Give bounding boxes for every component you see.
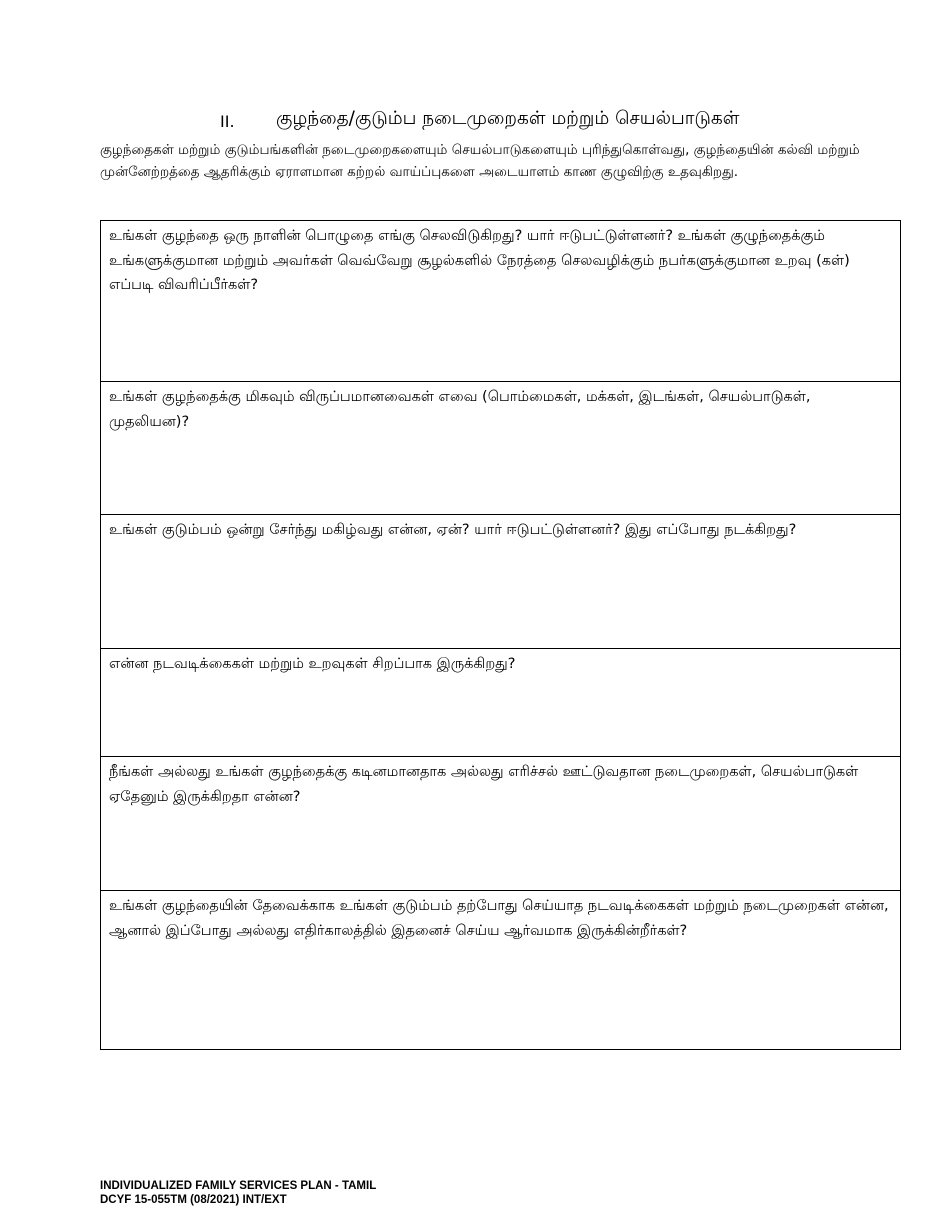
question-row	[101, 891, 901, 1050]
question-row	[101, 382, 901, 515]
question-text: என்ன நடவடிக்கைகள் மற்றும் உறவுகள் சிறப்பாக இருக்கிறது?	[109, 656, 516, 672]
question-row	[101, 221, 901, 382]
question-text: உங்கள் குழந்தை ஒரு நாளின் பொழுதை எங்கு செலவிடுகிறது? யார் ஈடுபட்டுள்ளனர்? உங்கள் குழுந்தைக்கும் உங்களுக்குமான மற்றும் அவர்கள் வெவ்வேறு சூழல்களில் நேரத்தை செலவழிக்கும் நபர்களுக்குமான உறவு (கள்) எப்படி விவரிப்பீர்கள்?	[109, 228, 850, 293]
question-cell-2[interactable]	[101, 382, 901, 515]
question-text: உங்கள் குழந்தைக்கு மிகவும் விருப்பமானவைகள் எவை (பொம்மைகள், மக்கள், இடங்கள், செயல்பாடுகள், முதலியன)?	[109, 389, 811, 430]
footer-form-title: INDIVIDUALIZED FAMILY SERVICES PLAN - TAMIL	[100, 1180, 377, 1192]
section-title: குழந்தை/குடும்ப நடைமுறைகள் மற்றும் செயல்பாடுகள்	[276, 108, 740, 129]
question-row	[101, 515, 901, 649]
question-text: உங்கள் குழந்தையின் தேவைக்காக உங்கள் குடும்பம் தற்போது செய்யாத நடவடிக்கைகள் மற்றும் நடைமுறைகள் என்ன, ஆனால் இப்போது அல்லது எதிர்காலத்தில் இதனைச் செய்ய ஆர்வமாக இருக்கின்றீர்கள்?	[109, 898, 889, 939]
question-cell-1[interactable]	[101, 221, 901, 382]
intro-paragraph: குழந்தைகள் மற்றும் குடும்பங்களின் நடைமுறைகளையும் செயல்பாடுகளையும் புரிந்துகொள்வது, குழந்தையின் கல்வி மற்றும் முன்னேற்றத்தை ஆதரிக்கும் ஏராளமான கற்றல் வாய்ப்புகளை அடையாளம் காண குழுவிற்கு உதவுகிறது.	[100, 142, 860, 180]
section-number: II.	[220, 112, 235, 131]
form-footer	[100, 1179, 376, 1207]
question-text: உங்கள் குடும்பம் ஒன்று சேர்ந்து மகிழ்வது என்ன, ஏன்? யார் ஈடுபட்டுள்ளனர்? இது எப்போது நடக்கிறது?	[109, 522, 797, 538]
page-title	[0, 108, 950, 138]
question-cell-5[interactable]	[101, 757, 901, 891]
questions-table	[100, 220, 901, 1050]
question-cell-4[interactable]	[101, 649, 901, 757]
footer-form-number: DCYF 15-055TM (08/2021) INT/EXT	[100, 1194, 287, 1206]
question-row	[101, 757, 901, 891]
question-cell-3[interactable]	[101, 515, 901, 649]
question-text: நீங்கள் அல்லது உங்கள் குழந்தைக்கு கடினமானதாக அல்லது எரிச்சல் ஊட்டுவதான நடைமுறைகள், செயல்பாடுகள் ஏதேனும் இருக்கிறதா என்ன?	[109, 764, 859, 805]
question-row	[101, 649, 901, 757]
question-cell-6[interactable]	[101, 891, 901, 1050]
